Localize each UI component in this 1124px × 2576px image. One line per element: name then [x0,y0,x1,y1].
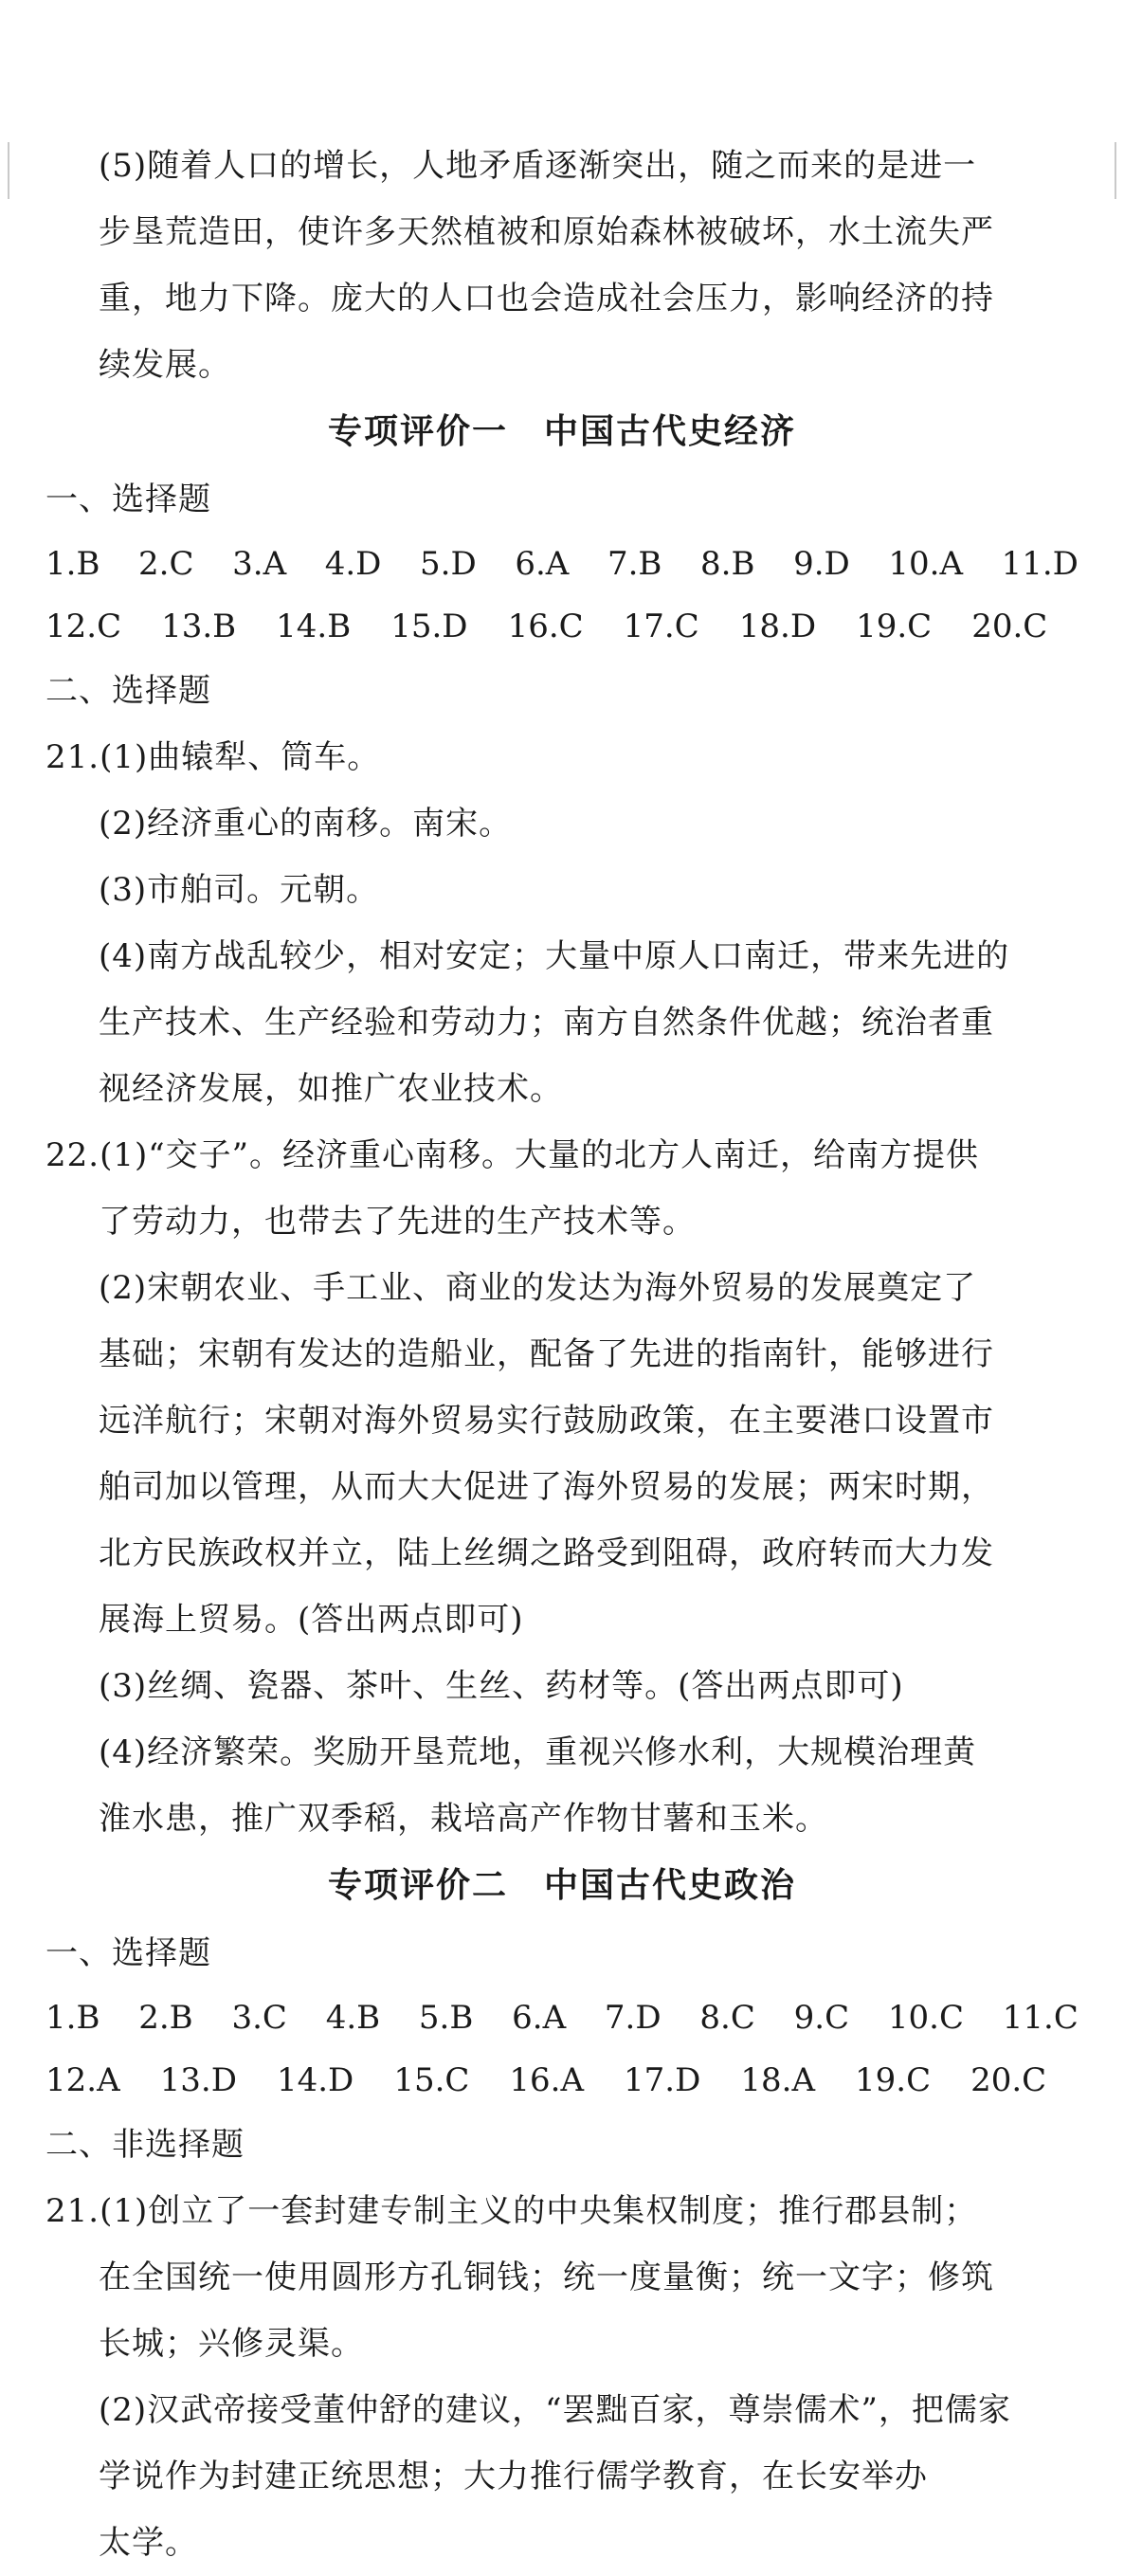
answer-content [45,133,1079,2576]
text-line: 续发展。 [99,346,231,384]
part-heading: 一、选择题 [45,1934,211,1972]
text-line: 展海上贸易。(答出两点即可) [99,1601,524,1639]
mc-answer: 20.C [970,2061,1047,2099]
text-line: 基础；宋朝有发达的造船业，配备了先进的指南针，能够进行 [99,1335,994,1373]
text-line: 21.(1)创立了一套封建专制主义的中央集权制度；推行郡县制； [45,2192,978,2230]
mc-answer: 11.C [1002,1999,1079,2037]
mc-answer-row [45,595,1079,658]
text-line: (5)随着人口的增长，人地矛盾逐渐突出，随之而来的是进一 [99,147,977,185]
text-line: 了劳动力，也带去了先进的生产技术等。 [99,1203,696,1241]
text-line: (4)南方战乱较少，相对安定；大量中原人口南迁，带来先进的 [99,937,1010,975]
mc-answer: 19.C [855,2061,932,2099]
mc-answer: 13.B [161,608,237,645]
text-line: 21.(1)曲辕犁、筒车。 [45,738,381,776]
mc-answer: 8.B [700,545,755,583]
mc-answer: 3.C [231,1999,287,2037]
mc-answer-row [45,2049,1079,2112]
mc-answer: 15.D [390,608,468,645]
mc-answer: 16.A [509,2061,585,2099]
text-line: (3)丝绸、瓷器、茶叶、生丝、药材等。(答出两点即可) [99,1667,904,1705]
mc-answer: 14.D [276,2061,354,2099]
text-line: 远洋航行；宋朝对海外贸易实行鼓励政策，在主要港口设置市 [99,1402,994,1440]
text-line: 重，地力下降。庞大的人口也会造成社会压力，影响经济的持 [99,280,994,317]
mc-answer: 17.C [623,608,699,645]
question-22-answer [45,1122,1079,1852]
mc-answer: 20.C [971,608,1048,645]
mc-answer: 11.D [1001,545,1079,583]
text-line: 太学。 [99,2524,198,2562]
mc-answer: 17.D [624,2061,701,2099]
text-line: 舶司加以管理，从而大大促进了海外贸易的发展；两宋时期， [99,1468,994,1506]
section-title: 专项评价一 中国古代史经济 [327,412,796,451]
mc-answer: 7.D [604,1999,662,2037]
text-line: 淮水患，推广双季稻，栽培高产作物甘薯和玉米。 [99,1800,828,1838]
mc-answer: 1.B [45,1999,100,2037]
mc-answer: 10.A [888,545,963,583]
mc-answer: 13.D [159,2061,237,2099]
mc-answer: 18.A [740,2061,815,2099]
text-line: (2)宋朝农业、手工业、商业的发达为海外贸易的发展奠定了 [99,1269,977,1307]
mc-answer: 9.C [793,1999,850,2037]
text-line: 22.(1)“交子”。经济重心南移。大量的北方人南迁，给南方提供 [45,1136,979,1174]
mc-answer: 14.B [276,608,352,645]
mc-answer-row [45,533,1079,595]
text-line: 视经济发展，如推广农业技术。 [99,1070,563,1108]
part-heading: 二、非选择题 [45,2126,245,2164]
mc-answer: 3.A [232,545,287,583]
question-21-answer [45,2178,1079,2576]
mc-answer: 1.B [45,545,100,583]
mc-answer: 18.D [738,608,817,645]
mc-answer: 12.A [45,2061,120,2099]
text-line: 长城；兴修灵渠。 [99,2325,364,2363]
mc-answer: 16.C [507,608,584,645]
part-heading: 一、选择题 [45,481,211,518]
question-21-answer [45,724,1079,1122]
mc-answer: 19.C [856,608,933,645]
text-line: 学说作为封建正统思想；大力推行儒学教育，在长安举办 [99,2458,928,2495]
mc-answer: 4.B [325,1999,381,2037]
section-title: 专项评价二 中国古代史政治 [327,1866,796,1905]
text-line: (2)经济重心的南移。南宋。 [99,805,513,843]
mc-answer: 4.D [324,545,382,583]
left-margin-line [8,142,9,199]
mc-answer-row [45,1986,1079,2049]
text-line: 步垦荒造田，使许多天然植被和原始森林被破坏，水土流失严 [99,213,994,251]
part-heading: 二、选择题 [45,672,211,710]
text-line: 生产技术、生产经验和劳动力；南方自然条件优越；统治者重 [99,1004,994,1042]
mc-answer: 12.C [45,608,122,645]
text-line: 在全国统一使用圆形方孔铜钱；统一度量衡；统一文字；修筑 [99,2259,994,2296]
mc-answer: 6.A [515,545,570,583]
mc-answer: 10.C [887,1999,964,2037]
text-line: (2)汉武帝接受董仲舒的建议，“罢黜百家，尊崇儒术”，把儒家 [99,2391,1011,2429]
mc-answer: 8.C [699,1999,755,2037]
mc-answer: 15.C [393,2061,470,2099]
intro-paragraph [45,133,1079,398]
mc-answer: 5.D [420,545,477,583]
mc-answer: 2.C [138,545,194,583]
mc-answer: 7.B [607,545,662,583]
mc-answer: 9.D [793,545,850,583]
text-line: (3)市舶司。元朝。 [99,871,380,909]
text-line: 北方民族政权并立，陆上丝绸之路受到阻碍，政府转而大力发 [99,1534,994,1572]
mc-answer: 2.B [138,1999,193,2037]
right-margin-line [1115,142,1116,199]
mc-answer: 5.B [418,1999,474,2037]
mc-answer: 6.A [512,1999,567,2037]
text-line: (4)经济繁荣。奖励开垦荒地，重视兴修水利，大规模治理黄 [99,1733,977,1771]
